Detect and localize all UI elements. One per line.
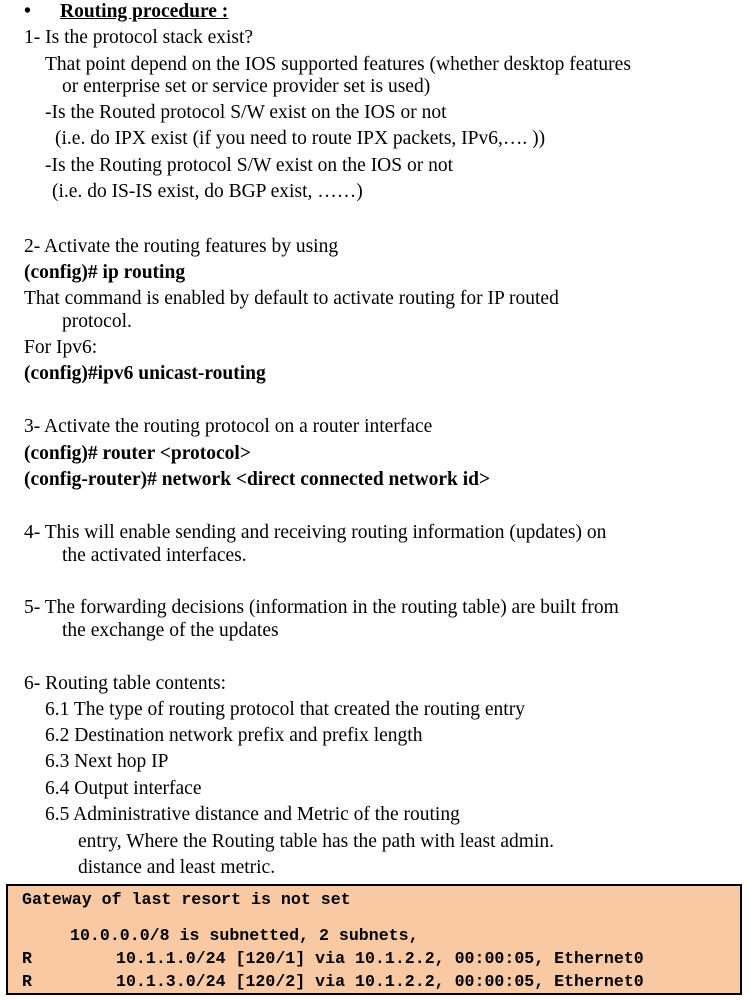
command-line: (config)# ip routing: [24, 262, 186, 283]
command-line: (config)#ipv6 unicast-routing: [24, 363, 266, 384]
section-1-text: -Is the Routing protocol S/W exist on the IOS or not: [45, 155, 454, 176]
section-3-heading: 3- Activate the routing protocol on a router interface: [24, 416, 433, 437]
route-code: R: [22, 949, 32, 968]
route-entry: [22, 949, 644, 969]
list-item: 6.4 Output interface: [45, 778, 202, 799]
section-5-text: 5- The forwarding decisions (information in the routing table) are built from: [24, 597, 619, 618]
command-line: (config-router)# network <direct connected network id>: [24, 469, 491, 490]
route-entry: [22, 972, 644, 992]
route-text: 10.1.3.0/24 [120/2] via 10.1.2.2, 00:00:05, Ethernet0: [116, 972, 644, 991]
bullet-marker: •: [24, 1, 31, 22]
section-1-heading: 1- Is the protocol stack exist?: [24, 27, 254, 48]
command-line: (config)# router <protocol>: [24, 443, 251, 464]
section-4-text: the activated interfaces.: [62, 545, 247, 566]
section-2-heading: 2- Activate the routing features by using: [24, 236, 339, 257]
title-line: [24, 0, 228, 24]
gateway-line: Gateway of last resort is not set: [22, 890, 351, 909]
section-1-text: or enterprise set or service provider set is used): [62, 76, 431, 97]
subnetted-line: 10.0.0.0/8 is subnetted, 2 subnets,: [70, 926, 419, 945]
section-5-text: the exchange of the updates: [62, 620, 279, 641]
section-4-text: 4- This will enable sending and receiving routing information (updates) on: [24, 522, 607, 543]
route-code: R: [22, 972, 32, 991]
section-2-text: For Ipv6:: [24, 337, 98, 358]
list-item: 6.5 Administrative distance and Metric of the routing: [45, 804, 460, 825]
route-text: 10.1.1.0/24 [120/1] via 10.1.2.2, 00:00:05, Ethernet0: [116, 949, 644, 968]
list-item: 6.2 Destination network prefix and prefix length: [45, 725, 423, 746]
page-title: Routing procedure :: [60, 1, 229, 22]
section-1-text: (i.e. do IS-IS exist, do BGP exist, ……): [52, 181, 363, 202]
section-2-text: protocol.: [62, 311, 132, 332]
list-item: 6.3 Next hop IP: [45, 751, 169, 772]
section-2-text: That command is enabled by default to activate routing for IP routed: [24, 288, 559, 309]
section-1-text: That point depend on the IOS supported features (whether desktop features: [45, 54, 631, 75]
routing-table-output: [6, 884, 742, 995]
list-item: 6.1 The type of routing protocol that created the routing entry: [45, 699, 525, 720]
section-1-text: (i.e. do IPX exist (if you need to route IPX packets, IPv6,…. )): [55, 128, 546, 149]
section-1-text: -Is the Routed protocol S/W exist on the IOS or not: [45, 102, 447, 123]
list-item: entry, Where the Routing table has the path with least admin.: [78, 831, 554, 852]
list-item: distance and least metric.: [78, 857, 276, 878]
section-6-heading: 6- Routing table contents:: [24, 673, 227, 694]
